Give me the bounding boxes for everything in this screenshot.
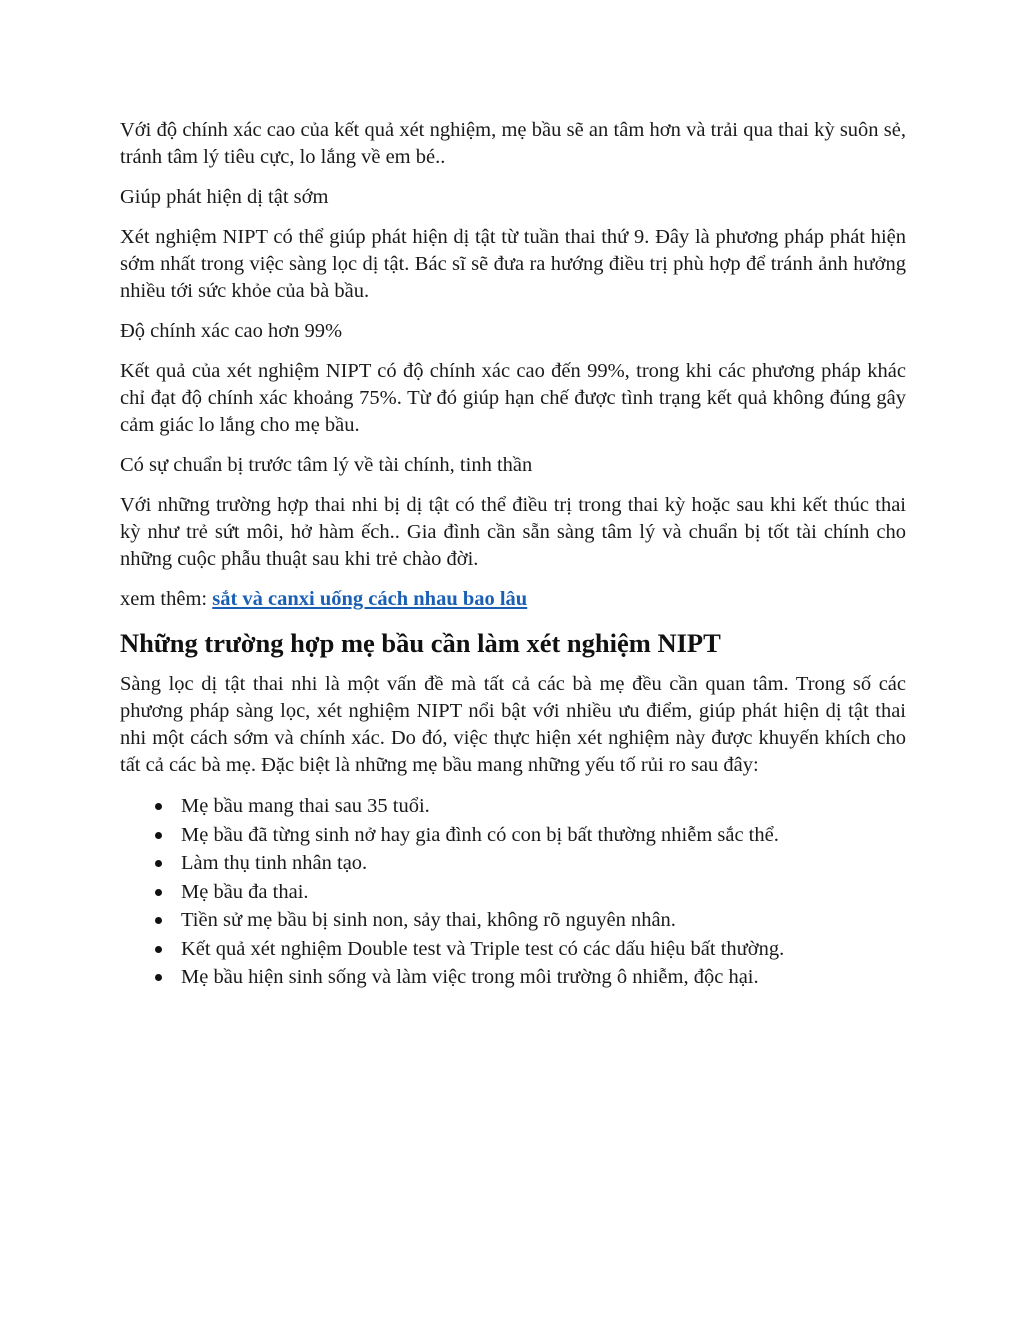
list-item-text: Làm thụ tinh nhân tạo. <box>181 852 368 874</box>
paragraph-preparation: Với những trường hợp thai nhi bị dị tật có thể điều trị trong thai kỳ hoặc sau khi kết thúc thai kỳ như trẻ sứt môi, hở hàm ếch.. Gia đình cần sẵn sàng tâm lý và chuẩn bị tốt tài chính cho những cuộc phẫu thuật sau khi trẻ chào đời. <box>120 494 906 570</box>
subheading-early-detection: Giúp phát hiện dị tật sớm <box>120 186 329 208</box>
bullet-icon <box>155 917 162 924</box>
subheading-accuracy: Độ chính xác cao hơn 99% <box>120 320 343 342</box>
bullet-icon <box>155 803 162 810</box>
list-item <box>120 878 906 907</box>
list-item-text: Mẹ bầu đa thai. <box>181 880 309 903</box>
list-item <box>120 906 906 935</box>
list-item-text: Mẹ bầu mang thai sau 35 tuổi. <box>181 795 430 817</box>
bullet-icon <box>155 946 162 953</box>
paragraph-accuracy: Kết quả của xét nghiệm NIPT có độ chính xác cao đến 99%, trong khi các phương pháp khác chỉ đạt độ chính xác khoảng 75%. Từ đó giúp hạn chế được tình trạng kết quả không đúng gây cảm giác lo lắng cho mẹ bầu. <box>120 360 906 436</box>
risk-factor-list <box>120 792 906 992</box>
see-more-prefix: xem thêm: <box>120 588 213 610</box>
section-intro: Sàng lọc dị tật thai nhi là một vấn đề mà tất cả các bà mẹ đều cần quan tâm. Trong số các phương pháp sàng lọc, xét nghiệm NIPT nổi bật với nhiều ưu điểm, giúp phát hiện dị tật thai nhi một cách sớm và chính xác. Do đó, việc thực hiện xét nghiệm này được khuyến khích cho tất cả các bà mẹ. Đặc biệt là những mẹ bầu mang những yếu tố rủi ro sau đây: <box>120 673 906 776</box>
bullet-icon <box>155 832 162 839</box>
document-page <box>120 117 906 992</box>
list-item <box>120 792 906 821</box>
list-item-text: Tiền sử mẹ bầu bị sinh non, sảy thai, không rõ nguyên nhân. <box>181 909 676 931</box>
bullet-icon <box>155 974 162 981</box>
list-item-text: Kết quả xét nghiệm Double test và Triple test có các dấu hiệu bất thường. <box>181 937 785 960</box>
list-item <box>120 963 906 992</box>
subheading-preparation: Có sự chuẩn bị trước tâm lý về tài chính, tinh thần <box>120 454 533 476</box>
see-more-line <box>120 586 906 613</box>
paragraph-early-detection: Xét nghiệm NIPT có thể giúp phát hiện dị tật từ tuần thai thứ 9. Đây là phương pháp phát hiện sớm nhất trong việc sàng lọc dị tật. Bác sĩ sẽ đưa ra hướng điều trị phù hợp để tránh ảnh hưởng nhiều tới sức khỏe của bà bầu. <box>120 226 906 302</box>
list-item <box>120 821 906 850</box>
see-more-link[interactable]: sắt và canxi uống cách nhau bao lâu <box>212 588 528 610</box>
list-item-text: Mẹ bầu hiện sinh sống và làm việc trong môi trường ô nhiễm, độc hại. <box>181 966 759 988</box>
list-item-text: Mẹ bầu đã từng sinh nở hay gia đình có con bị bất thường nhiễm sắc thể. <box>181 823 779 846</box>
section-heading: Những trường hợp mẹ bầu cần làm xét nghiệm NIPT <box>120 628 721 658</box>
bullet-icon <box>155 860 162 867</box>
list-item <box>120 849 906 878</box>
paragraph-peace-of-mind: Với độ chính xác cao của kết quả xét nghiệm, mẹ bầu sẽ an tâm hơn và trải qua thai kỳ suôn sẻ, tránh tâm lý tiêu cực, lo lắng về em bé.. <box>120 119 906 168</box>
bullet-icon <box>155 889 162 896</box>
list-item <box>120 935 906 964</box>
